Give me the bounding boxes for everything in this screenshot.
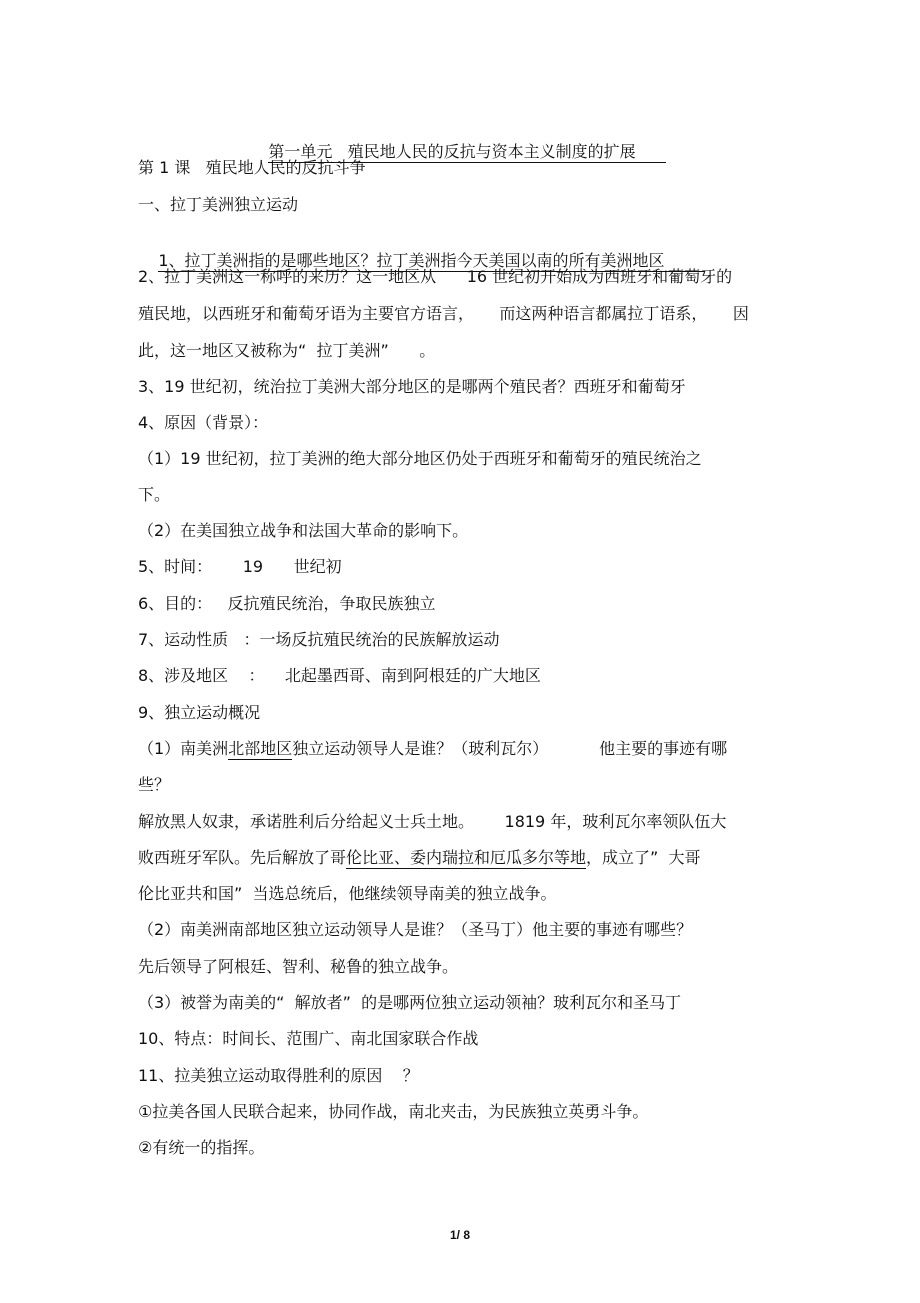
overview-2-line-2: 先后领导了阿根廷、智利、秘鲁的独立战争。: [138, 957, 459, 976]
overview-1-line-4-underlined: 伦比亚、委内瑞拉和厄瓜多尔等地: [346, 848, 587, 867]
background-1-line-1: （1）19 世纪初，拉丁美洲的绝大部分地区仍处于西班牙和葡萄牙的殖民统治之: [138, 449, 702, 468]
overview-1-line-5: 伦比亚共和国” 当选总统后，他继续领导南美的独立战争。: [138, 884, 557, 903]
overview-1-line-3: 解放黑人奴隶，承诺胜利后分给起义士兵土地。 1819 年，玻利瓦尔率领队伍大: [138, 812, 727, 831]
question-9: 9、独立运动概况: [138, 703, 261, 722]
overview-3: （3）被誉为南美的“ 解放者” 的是哪两位独立运动领袖？玻利瓦尔和圣马丁: [138, 993, 682, 1012]
question-2-line-2: 殖民地，以西班牙和葡萄牙语为主要官方语言， 而这两种语言都属拉丁语系， 因: [138, 304, 749, 323]
overview-1-line-1: [138, 739, 727, 759]
reason-1: ①拉美各国人民联合起来，协同作战，南北夹击，为民族独立英勇斗争。: [138, 1102, 649, 1121]
overview-1-underlined: 北部地区: [228, 739, 293, 758]
unit-title-text: 第一单元 殖民地人民的反抗与资本主义制度的扩展: [268, 142, 636, 161]
overview-1-line-4: [138, 848, 701, 868]
question-8: 8、涉及地区 ： 北起墨西哥、南到阿根廷的广大地区: [138, 666, 541, 685]
question-3: 3、19 世纪初，统治拉丁美洲大部分地区的是哪两个殖民者？西班牙和葡萄牙: [138, 377, 686, 396]
question-10: 10、特点：时间长、范围广、南北国家联合作战: [138, 1029, 479, 1048]
question-7: 7、运动性质 ：一场反抗殖民统治的民族解放运动: [138, 630, 500, 649]
background-2: （2）在美国独立战争和法国大革命的影响下。: [138, 521, 469, 540]
overview-1-post: 独立运动领导人是谁？（玻利瓦尔） 他主要的事迹有哪: [292, 739, 728, 758]
background-1-line-2: 下。: [138, 485, 171, 504]
page-number: 1/ 8: [449, 1228, 470, 1242]
question-1-text: 1、拉丁美洲指的是哪些地区？拉丁美洲指今天美国以南的所有美洲地区: [158, 251, 665, 270]
question-6: 6、目的： 反抗殖民统治，争取民族独立: [138, 594, 436, 613]
reason-2: ②有统一的指挥。: [138, 1138, 265, 1157]
overview-1-line-4-pre: 败西班牙军队。先后解放了哥: [138, 848, 347, 867]
question-2-line-3: 此，这一地区又被称为“ 拉丁美洲” 。: [138, 341, 436, 360]
question-11: 11、拉美独立运动取得胜利的原因 ？: [138, 1066, 419, 1085]
overview-1-line-4-post: ，成立了” 大哥: [586, 848, 701, 867]
overview-1-pre: （1）南美洲: [138, 739, 229, 758]
title-underline-trail: [636, 142, 667, 163]
overview-1-line-2: 些？: [138, 775, 171, 794]
question-4: 4、原因（背景）：: [138, 413, 269, 432]
overview-2-line-1: （2）南美洲南部地区独立运动领导人是谁？（圣马丁）他主要的事迹有哪些？: [138, 920, 693, 939]
lesson-title: 第 1 课 殖民地人民的反抗斗争: [138, 158, 366, 177]
section-heading: 一、拉丁美洲独立运动: [138, 195, 299, 214]
question-5: 5、时间： 19 世纪初: [138, 557, 342, 576]
question-2-line-1: 2、拉丁美洲这一称呼的来历？这一地区从 16 世纪初开始成为西班牙和葡萄牙的: [138, 267, 733, 286]
